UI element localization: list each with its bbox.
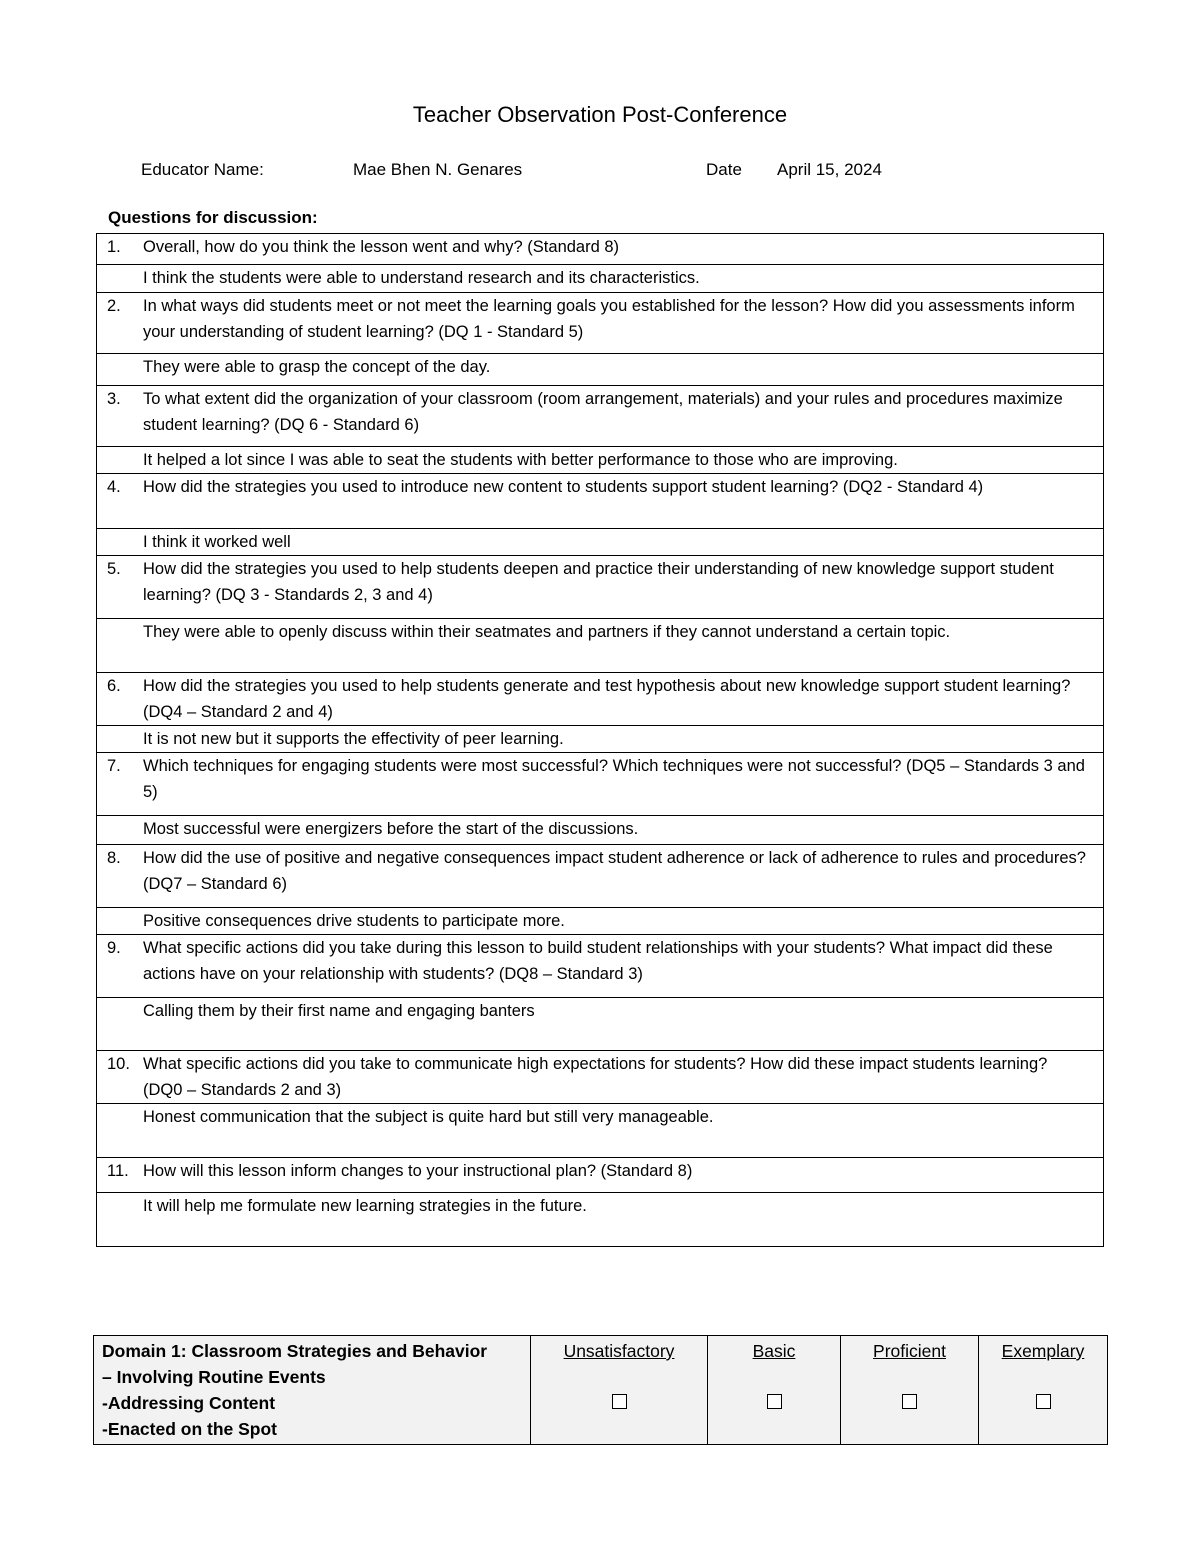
question-row [97,845,1104,908]
rating-label: Proficient [873,1341,946,1361]
answer-row [97,447,1104,474]
answer-row [97,265,1104,293]
answer-text[interactable]: Honest communication that the subject is quite hard but still very manageable. [141,1104,1104,1158]
exemplary-checkbox[interactable] [1036,1394,1051,1409]
answer-text[interactable]: I think it worked well [141,529,1104,556]
answer-row [97,1193,1104,1247]
answer-spacer [97,447,142,474]
domain-title [94,1336,531,1445]
answer-row [97,1104,1104,1158]
proficient-checkbox[interactable] [902,1394,917,1409]
answer-text[interactable]: Positive consequences drive students to participate more. [141,908,1104,935]
answer-spacer [97,354,142,386]
answer-text[interactable]: Calling them by their first name and engaging banters [141,998,1104,1051]
answer-spacer [97,265,142,293]
answer-row [97,816,1104,845]
question-number: 11. [97,1158,142,1193]
domain-title-line: -Enacted on the Spot [102,1419,277,1439]
question-row [97,1051,1104,1104]
question-text: How did the strategies you used to help students generate and test hypothesis about new knowledge support student learning? (DQ4 – Standard 2 and 4) [141,673,1104,726]
answer-row [97,354,1104,386]
discussion-table [96,233,1104,1247]
question-number: 8. [97,845,142,908]
rating-label: Exemplary [1001,1341,1085,1361]
answer-row [97,619,1104,673]
domain-title-line: – Involving Routine Events [102,1367,326,1387]
answer-text[interactable]: It helped a lot since I was able to seat the students with better performance to those who are improving. [141,447,1104,474]
question-row [97,753,1104,816]
basic-checkbox[interactable] [767,1394,782,1409]
answer-spacer [97,726,142,753]
answer-spacer [97,1104,142,1158]
answer-spacer [97,816,142,845]
rating-exemplary [979,1336,1108,1445]
question-row [97,1158,1104,1193]
rating-label: Basic [752,1341,796,1361]
educator-name-label: Educator Name: [141,160,264,179]
question-text: Which techniques for engaging students were most successful? Which techniques were not successful? (DQ5 – Standards 3 and 5) [141,753,1104,816]
answer-spacer [97,1193,142,1247]
question-row [97,556,1104,619]
question-number: 5. [97,556,142,619]
domain-title-line: Domain 1: Classroom Strategies and Behavior [102,1341,488,1361]
question-row [97,386,1104,447]
educator-name-value[interactable]: Mae Bhen N. Genares [353,160,523,179]
question-text: How did the strategies you used to help students deepen and practice their understanding of new knowledge support student learning? (DQ 3 - Standards 2, 3 and 4) [141,556,1104,619]
question-number: 2. [97,293,142,354]
question-text: In what ways did students meet or not meet the learning goals you established for the lesson? How did you assessments inform your understanding of student learning? (DQ 1 - Standard 5) [141,293,1104,354]
unsatisfactory-checkbox[interactable] [612,1394,627,1409]
answer-text[interactable]: Most successful were energizers before the start of the discussions. [141,816,1104,845]
rating-proficient [841,1336,979,1445]
question-text: What specific actions did you take during this lesson to build student relationships with your students? What impact did these actions have on your relationship with students? (DQ8 – Standard 3) [141,935,1104,998]
answer-text[interactable]: It is not new but it supports the effectivity of peer learning. [141,726,1104,753]
question-number: 1. [97,234,142,265]
question-row [97,293,1104,354]
question-row [97,234,1104,265]
answer-text[interactable]: They were able to openly discuss within their seatmates and partners if they cannot understand a certain topic. [141,619,1104,673]
answer-row [97,529,1104,556]
answer-spacer [97,998,142,1051]
answer-text[interactable]: I think the students were able to understand research and its characteristics. [141,265,1104,293]
answer-spacer [97,619,142,673]
answer-text[interactable]: It will help me formulate new learning strategies in the future. [141,1193,1104,1247]
page-title: Teacher Observation Post-Conference [412,102,788,127]
question-number: 4. [97,474,142,529]
rating-label: Unsatisfactory [563,1341,675,1361]
questions-heading: Questions for discussion: [108,208,318,227]
answer-spacer [97,529,142,556]
domain-row [94,1336,1108,1445]
domain-rating-table [93,1335,1108,1445]
question-number: 10. [97,1051,142,1104]
question-number: 6. [97,673,142,726]
rating-unsatisfactory [531,1336,708,1445]
answer-spacer [97,908,142,935]
question-text: How did the use of positive and negative consequences impact student adherence or lack of adherence to rules and procedures? (DQ7 – Standard 6) [141,845,1104,908]
question-row [97,673,1104,726]
question-text: How did the strategies you used to introduce new content to students support student learning? (DQ2 - Standard 4) [141,474,1104,529]
date-label: Date [706,160,742,179]
domain-title-line: -Addressing Content [102,1393,276,1413]
answer-row [97,908,1104,935]
question-number: 7. [97,753,142,816]
answer-text[interactable]: They were able to grasp the concept of the day. [141,354,1104,386]
question-text: Overall, how do you think the lesson went and why? (Standard 8) [141,234,1104,265]
question-number: 9. [97,935,142,998]
date-value[interactable]: April 15, 2024 [777,160,882,179]
answer-row [97,726,1104,753]
question-row [97,474,1104,529]
question-number: 3. [97,386,142,447]
question-text: To what extent did the organization of your classroom (room arrangement, materials) and your rules and procedures maximize student learning? (DQ 6 - Standard 6) [141,386,1104,447]
question-text: What specific actions did you take to communicate high expectations for students? How did these impact students learning? (DQ0 – Standards 2 and 3) [141,1051,1104,1104]
answer-row [97,998,1104,1051]
question-text: How will this lesson inform changes to your instructional plan? (Standard 8) [141,1158,1104,1193]
question-row [97,935,1104,998]
rating-basic [708,1336,841,1445]
